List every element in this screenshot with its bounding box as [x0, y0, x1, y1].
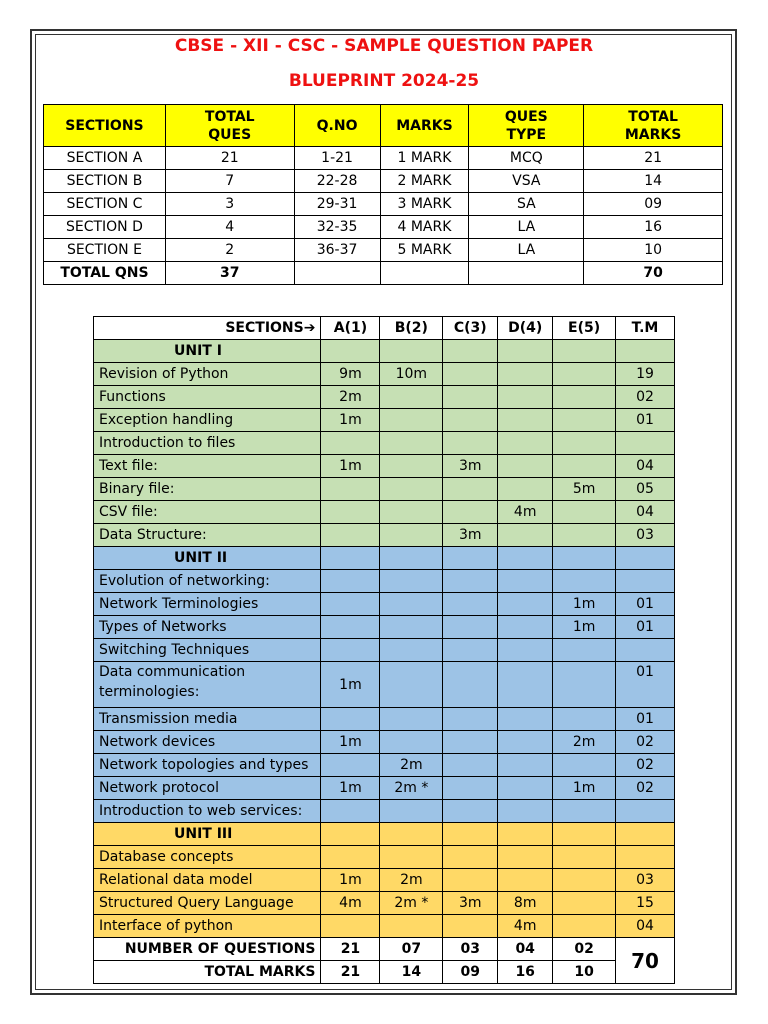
marks-cell: 2m: [553, 731, 616, 754]
marks-cell: [380, 915, 443, 938]
topic-label: Data communication terminologies:: [94, 662, 321, 708]
topic-label: Text file:: [94, 455, 321, 478]
blueprint-cell: 14: [584, 170, 723, 193]
topic-row: [94, 892, 675, 915]
marks-cell: [443, 662, 498, 708]
blueprint-header-cell: [469, 105, 584, 147]
header-text: QUES: [208, 126, 252, 143]
marks-cell: 1m: [321, 731, 380, 754]
header-text: TOTAL: [204, 108, 255, 125]
topic-row: [94, 501, 675, 524]
topic-label: Relational data model: [94, 869, 321, 892]
topic-row: [94, 593, 675, 616]
marks-cell: [443, 800, 498, 823]
distribution-header-row: [94, 317, 675, 340]
marks-cell: [498, 708, 553, 731]
blueprint-cell: 21: [165, 147, 294, 170]
marks-cell: [553, 432, 616, 455]
total-marks-cell: 09: [443, 961, 498, 984]
blueprint-cell: 32-35: [294, 216, 380, 239]
marks-cell: 05: [616, 478, 675, 501]
marks-cell: [380, 547, 443, 570]
marks-cell: [498, 823, 553, 846]
marks-cell: [616, 340, 675, 363]
marks-cell: [616, 547, 675, 570]
unit-label: UNIT I: [94, 340, 321, 363]
blueprint-total-row: [44, 262, 723, 285]
total-marks-cell: 16: [498, 961, 553, 984]
header-text: SECTIONS: [65, 117, 144, 134]
blueprint-row: [44, 170, 723, 193]
marks-cell: [443, 386, 498, 409]
marks-cell: [443, 915, 498, 938]
topic-label: Functions: [94, 386, 321, 409]
marks-cell: 2m: [380, 754, 443, 777]
distribution-header-cell: T.M: [616, 317, 675, 340]
marks-cell: [321, 915, 380, 938]
marks-cell: [498, 800, 553, 823]
marks-cell: 1m: [321, 662, 380, 708]
marks-cell: [553, 547, 616, 570]
topic-row: [94, 869, 675, 892]
header-text: TOTAL: [628, 108, 678, 125]
marks-cell: [321, 823, 380, 846]
marks-cell: 3m: [443, 524, 498, 547]
blueprint-header-cell: [165, 105, 294, 147]
marks-cell: [616, 800, 675, 823]
grand-total-marks: 70: [616, 938, 675, 984]
marks-cell: [321, 478, 380, 501]
marks-cell: 02: [616, 731, 675, 754]
header-text: QUES: [504, 108, 548, 125]
blueprint-cell: 09: [584, 193, 723, 216]
topic-label: Exception handling: [94, 409, 321, 432]
marks-cell: [498, 363, 553, 386]
marks-cell: [380, 593, 443, 616]
marks-cell: [498, 432, 553, 455]
marks-cell: [321, 432, 380, 455]
section-name: SECTION B: [44, 170, 166, 193]
marks-cell: 02: [616, 777, 675, 800]
marks-cell: [553, 524, 616, 547]
blueprint-cell: 2 MARK: [380, 170, 469, 193]
total-marks-cell: TOTAL MARKS: [94, 961, 321, 984]
marks-cell: [443, 432, 498, 455]
topic-label: CSV file:: [94, 501, 321, 524]
marks-cell: [380, 340, 443, 363]
section-name: SECTION A: [44, 147, 166, 170]
topic-label: Evolution of networking:: [94, 570, 321, 593]
header-text: Q.NO: [316, 117, 358, 134]
marks-cell: 1m: [553, 616, 616, 639]
marks-cell: 3m: [443, 455, 498, 478]
marks-cell: [498, 386, 553, 409]
total-marks-cell: 14: [380, 961, 443, 984]
topic-row: [94, 708, 675, 731]
marks-cell: [380, 616, 443, 639]
marks-cell: 15: [616, 892, 675, 915]
topic-row: [94, 846, 675, 869]
blueprint-cell: 5 MARK: [380, 239, 469, 262]
question-count-cell: NUMBER OF QUESTIONS: [94, 938, 321, 961]
distribution-header-cell: C(3): [443, 317, 498, 340]
blueprint-cell: 4: [165, 216, 294, 239]
marks-cell: 4m: [498, 915, 553, 938]
marks-cell: [443, 340, 498, 363]
marks-cell: [553, 570, 616, 593]
marks-cell: [380, 409, 443, 432]
marks-cell: 01: [616, 708, 675, 731]
marks-cell: [498, 616, 553, 639]
marks-distribution-table: [93, 316, 675, 984]
distribution-header-cell: A(1): [321, 317, 380, 340]
topic-label: Binary file:: [94, 478, 321, 501]
marks-cell: [380, 570, 443, 593]
blueprint-cell: 1-21: [294, 147, 380, 170]
marks-cell: [443, 570, 498, 593]
paper-title: CBSE - XII - CSC - SAMPLE QUESTION PAPER: [174, 36, 594, 56]
marks-cell: [553, 409, 616, 432]
marks-cell: 04: [616, 455, 675, 478]
marks-cell: [321, 524, 380, 547]
marks-cell: [443, 869, 498, 892]
question-count-cell: 03: [443, 938, 498, 961]
blueprint-cell: VSA: [469, 170, 584, 193]
marks-cell: [553, 754, 616, 777]
topic-row: [94, 915, 675, 938]
topic-row: [94, 478, 675, 501]
marks-cell: 5m: [553, 478, 616, 501]
marks-cell: 1m: [321, 869, 380, 892]
marks-cell: [553, 662, 616, 708]
total-marks-cell: 10: [553, 961, 616, 984]
marks-cell: [380, 639, 443, 662]
topic-label: Introduction to web services:: [94, 800, 321, 823]
topic-label: Revision of Python: [94, 363, 321, 386]
marks-cell: 04: [616, 501, 675, 524]
marks-cell: 01: [616, 409, 675, 432]
marks-cell: 04: [616, 915, 675, 938]
blueprint-total-cell: [294, 262, 380, 285]
question-count-cell: 07: [380, 938, 443, 961]
marks-cell: [443, 501, 498, 524]
marks-cell: [380, 731, 443, 754]
marks-cell: [443, 409, 498, 432]
marks-cell: [380, 800, 443, 823]
blueprint-cell: LA: [469, 216, 584, 239]
marks-cell: [321, 340, 380, 363]
marks-cell: [321, 639, 380, 662]
marks-cell: [498, 547, 553, 570]
blueprint-header-cell: [380, 105, 469, 147]
marks-cell: [380, 455, 443, 478]
marks-cell: 03: [616, 869, 675, 892]
marks-cell: 4m: [321, 892, 380, 915]
blueprint-cell: 3 MARK: [380, 193, 469, 216]
marks-cell: 01: [616, 662, 675, 708]
question-count-cell: 02: [553, 938, 616, 961]
marks-cell: [380, 708, 443, 731]
topic-row: [94, 432, 675, 455]
unit-label: UNIT III: [94, 823, 321, 846]
marks-cell: [616, 846, 675, 869]
blueprint-cell: 36-37: [294, 239, 380, 262]
marks-cell: 3m: [443, 892, 498, 915]
blueprint-total-cell: [380, 262, 469, 285]
marks-cell: 1m: [553, 777, 616, 800]
topic-label: Network protocol: [94, 777, 321, 800]
marks-cell: [553, 892, 616, 915]
section-name: SECTION D: [44, 216, 166, 239]
marks-cell: [380, 662, 443, 708]
blueprint-cell: 3: [165, 193, 294, 216]
marks-cell: [553, 915, 616, 938]
marks-cell: [380, 432, 443, 455]
marks-cell: 02: [616, 386, 675, 409]
marks-cell: [616, 432, 675, 455]
topic-row: [94, 662, 675, 708]
blueprint-header-cell: [294, 105, 380, 147]
header-text: MARKS: [624, 126, 682, 143]
unit-heading-row: [94, 823, 675, 846]
blueprint-cell: 4 MARK: [380, 216, 469, 239]
marks-cell: [443, 731, 498, 754]
topic-label: Types of Networks: [94, 616, 321, 639]
topic-label: Network topologies and types: [94, 754, 321, 777]
marks-cell: [553, 386, 616, 409]
blueprint-total-cell: 37: [165, 262, 294, 285]
marks-cell: [443, 708, 498, 731]
marks-cell: [321, 547, 380, 570]
topic-label: Network devices: [94, 731, 321, 754]
distribution-header-cell: SECTIONS➔: [94, 317, 321, 340]
marks-cell: [498, 639, 553, 662]
section-name: SECTION E: [44, 239, 166, 262]
marks-cell: [443, 823, 498, 846]
marks-cell: 4m: [498, 501, 553, 524]
marks-cell: 1m: [321, 409, 380, 432]
marks-cell: 9m: [321, 363, 380, 386]
marks-cell: [443, 478, 498, 501]
marks-cell: [616, 570, 675, 593]
marks-cell: [321, 800, 380, 823]
header-text: MARKS: [396, 117, 453, 134]
marks-cell: 8m: [498, 892, 553, 915]
unit-label: UNIT II: [94, 547, 321, 570]
marks-cell: [616, 639, 675, 662]
marks-cell: 01: [616, 616, 675, 639]
marks-cell: [321, 593, 380, 616]
blueprint-cell: 16: [584, 216, 723, 239]
marks-cell: 2m *: [380, 892, 443, 915]
marks-cell: 1m: [321, 455, 380, 478]
blueprint-row: [44, 216, 723, 239]
marks-cell: [616, 823, 675, 846]
blueprint-row: [44, 239, 723, 262]
marks-cell: [380, 501, 443, 524]
marks-cell: [443, 593, 498, 616]
topic-row: [94, 639, 675, 662]
marks-cell: [321, 708, 380, 731]
marks-cell: [498, 754, 553, 777]
topic-row: [94, 800, 675, 823]
marks-cell: [380, 846, 443, 869]
marks-cell: [443, 777, 498, 800]
marks-cell: 02: [616, 754, 675, 777]
marks-cell: [553, 501, 616, 524]
blueprint-cell: 2: [165, 239, 294, 262]
marks-cell: [553, 639, 616, 662]
unit-heading-row: [94, 547, 675, 570]
marks-cell: 2m: [380, 869, 443, 892]
topic-row: [94, 386, 675, 409]
marks-cell: [321, 501, 380, 524]
marks-cell: [443, 754, 498, 777]
marks-cell: 03: [616, 524, 675, 547]
topic-row: [94, 455, 675, 478]
topic-label: Data Structure:: [94, 524, 321, 547]
marks-cell: [553, 823, 616, 846]
marks-cell: [443, 846, 498, 869]
question-count-cell: 21: [321, 938, 380, 961]
marks-cell: 1m: [553, 593, 616, 616]
topic-label: Structured Query Language: [94, 892, 321, 915]
marks-cell: 10m: [380, 363, 443, 386]
number-of-questions-row: [94, 938, 675, 961]
marks-cell: [498, 478, 553, 501]
marks-cell: [443, 363, 498, 386]
topic-row: [94, 524, 675, 547]
blueprint-total-cell: 70: [584, 262, 723, 285]
topic-label: Database concepts: [94, 846, 321, 869]
total-marks-cell: 21: [321, 961, 380, 984]
blueprint-cell: MCQ: [469, 147, 584, 170]
marks-cell: [443, 639, 498, 662]
marks-cell: 19: [616, 363, 675, 386]
marks-cell: [321, 846, 380, 869]
marks-cell: [498, 524, 553, 547]
marks-cell: [498, 846, 553, 869]
topic-label: Switching Techniques: [94, 639, 321, 662]
marks-cell: 01: [616, 593, 675, 616]
blueprint-cell: 1 MARK: [380, 147, 469, 170]
topic-label: Interface of python: [94, 915, 321, 938]
marks-cell: [498, 340, 553, 363]
marks-cell: [380, 823, 443, 846]
distribution-header-cell: E(5): [553, 317, 616, 340]
marks-cell: [443, 616, 498, 639]
marks-cell: [553, 846, 616, 869]
marks-cell: [380, 478, 443, 501]
topic-label: Introduction to files: [94, 432, 321, 455]
marks-cell: [380, 524, 443, 547]
topic-row: [94, 570, 675, 593]
paper-subtitle: BLUEPRINT 2024-25: [288, 71, 480, 91]
header-text: TYPE: [506, 126, 547, 143]
total-marks-row: [94, 961, 675, 984]
blueprint-cell: 7: [165, 170, 294, 193]
marks-cell: [498, 777, 553, 800]
blueprint-cell: 10: [584, 239, 723, 262]
section-name: SECTION C: [44, 193, 166, 216]
blueprint-header-row: [44, 105, 723, 147]
topic-row: [94, 754, 675, 777]
blueprint-cell: 29-31: [294, 193, 380, 216]
marks-cell: [380, 386, 443, 409]
topic-label: Network Terminologies: [94, 593, 321, 616]
marks-cell: [498, 731, 553, 754]
marks-cell: [498, 662, 553, 708]
marks-cell: [498, 869, 553, 892]
marks-cell: [553, 455, 616, 478]
marks-cell: 2m: [321, 386, 380, 409]
marks-cell: [553, 340, 616, 363]
blueprint-cell: 21: [584, 147, 723, 170]
marks-cell: [321, 754, 380, 777]
marks-cell: [321, 616, 380, 639]
blueprint-cell: LA: [469, 239, 584, 262]
marks-cell: [553, 363, 616, 386]
blueprint-total-cell: [469, 262, 584, 285]
marks-cell: [553, 800, 616, 823]
marks-cell: [553, 708, 616, 731]
topic-row: [94, 409, 675, 432]
blueprint-row: [44, 147, 723, 170]
marks-cell: 2m *: [380, 777, 443, 800]
marks-cell: [498, 409, 553, 432]
marks-cell: 1m: [321, 777, 380, 800]
question-count-cell: 04: [498, 938, 553, 961]
unit-heading-row: [94, 340, 675, 363]
marks-cell: [553, 869, 616, 892]
topic-row: [94, 731, 675, 754]
blueprint-header-cell: [584, 105, 723, 147]
marks-cell: [498, 593, 553, 616]
marks-cell: [443, 547, 498, 570]
topic-row: [94, 777, 675, 800]
blueprint-header-cell: [44, 105, 166, 147]
topic-row: [94, 616, 675, 639]
blueprint-total-cell: TOTAL QNS: [44, 262, 166, 285]
marks-cell: [321, 570, 380, 593]
topic-label: Transmission media: [94, 708, 321, 731]
blueprint-table: [43, 104, 723, 285]
blueprint-cell: SA: [469, 193, 584, 216]
blueprint-row: [44, 193, 723, 216]
marks-cell: [498, 570, 553, 593]
distribution-header-cell: D(4): [498, 317, 553, 340]
marks-cell: [498, 455, 553, 478]
blueprint-cell: 22-28: [294, 170, 380, 193]
topic-row: [94, 363, 675, 386]
distribution-header-cell: B(2): [380, 317, 443, 340]
